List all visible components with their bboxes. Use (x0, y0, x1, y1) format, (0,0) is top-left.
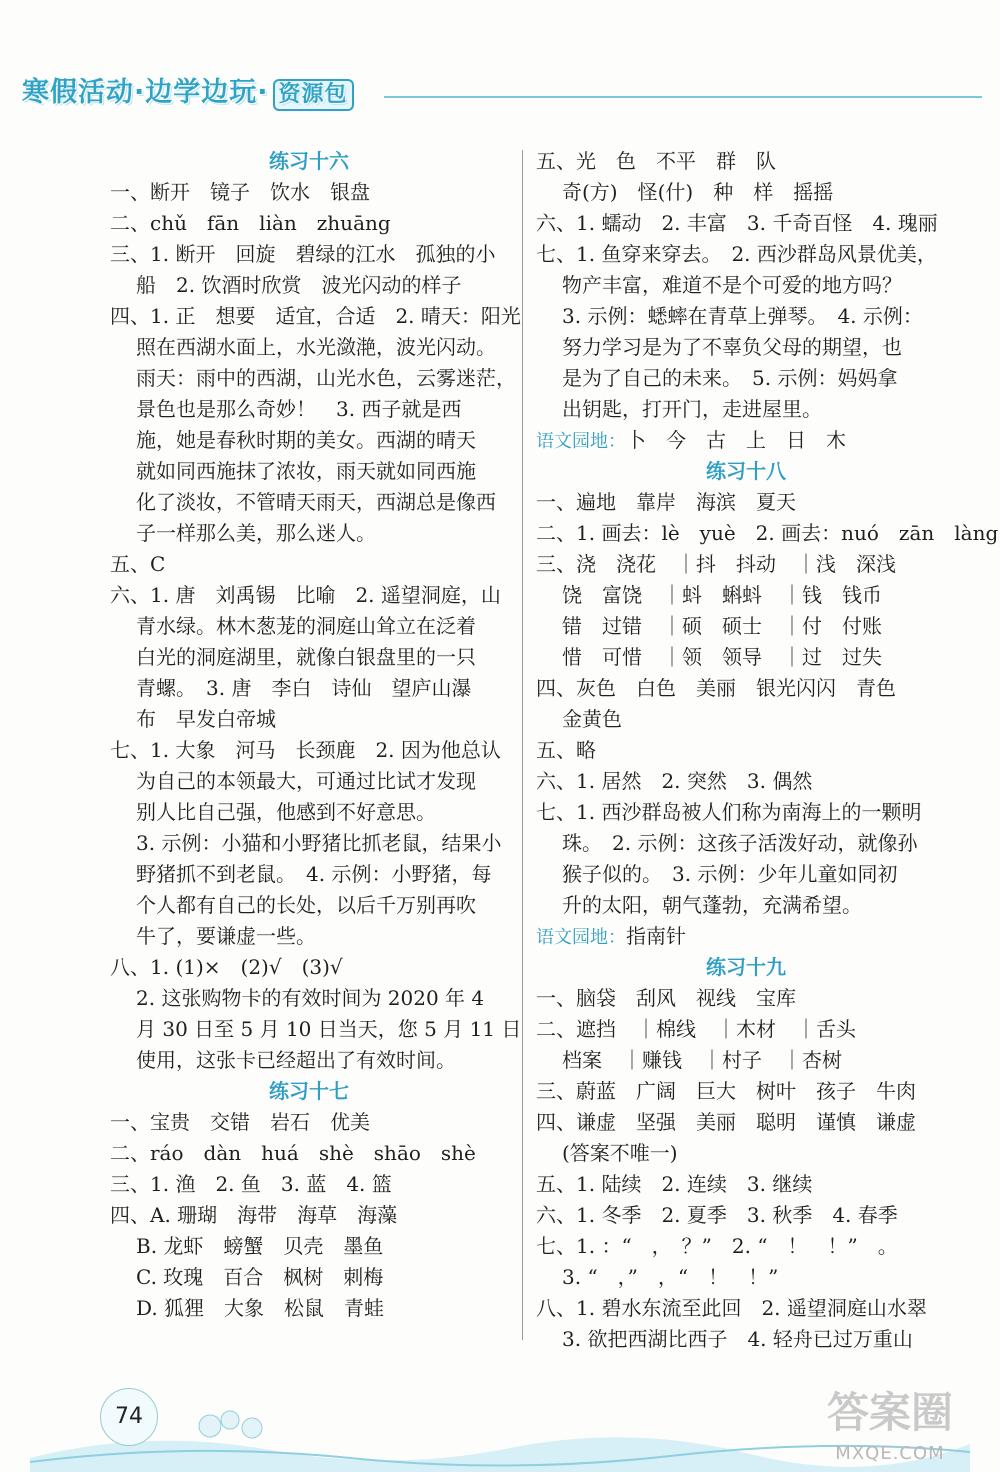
answer-line: 升的太阳，朝气蓬勃，充满希望。 (562, 893, 862, 917)
answer-line: 五、光 色 不平 群 队 (536, 149, 776, 173)
answer-line: 为自己的本领最大，可通过比试才发现 (136, 769, 476, 793)
answer-line: 金黄色 (562, 707, 622, 731)
answer-line: 就如同西施抹了浓妆，雨天就如同西施 (136, 459, 476, 483)
exercise-18-title: 练习十八 (706, 459, 786, 483)
chinese-garden-label: 语文园地： (536, 927, 626, 948)
answer-line: 猴子似的。 3. 示例：少年儿童如同初 (562, 862, 898, 886)
brand-title (22, 70, 354, 111)
answer-line: 七、1. 西沙群岛被人们称为南海上的一颗明 (536, 800, 922, 824)
brand-main: 寒假活动·边学边玩· (22, 77, 269, 108)
answer-line: 3. 示例：蟋蟀在青草上弹琴。 4. 示例： (562, 304, 923, 328)
header-rule (384, 96, 982, 98)
answer-line: 一、断开 镜子 饮水 银盘 (110, 180, 370, 204)
answer-line: 月 30 日至 5 月 10 日当天，您 5 月 11 日 (136, 1017, 522, 1041)
answer-line: D. 狐狸 大象 松鼠 青蛙 (136, 1296, 385, 1320)
answer-line: 白光的洞庭湖里，就像白银盘里的一只 (136, 645, 476, 669)
answer-line: 二、1. 画去：lè yuè 2. 画去：nuó zān làng (536, 521, 999, 545)
answer-line: 雨天：雨中的西湖，山光水色，云雾迷茫， (136, 366, 516, 390)
answer-line: 一、遍地 靠岸 海滨 夏天 (536, 490, 796, 514)
answer-line: 照在西湖水面上，水光潋滟，波光闪动。 (136, 335, 496, 359)
chinese-garden-answer: 指南针 (626, 924, 686, 948)
answer-line: 使用，这张卡已经超出了有效时间。 (136, 1048, 456, 1072)
answer-line: 奇(方) 怪(什) 种 样 摇摇 (562, 180, 834, 204)
answer-line: 化了淡妆，不管晴天雨天，西湖总是像西 (136, 490, 496, 514)
answer-line: 三、1. 渔 2. 鱼 3. 蓝 4. 篮 (110, 1172, 392, 1196)
answer-line: 五、1. 陆续 2. 连续 3. 继续 (536, 1172, 813, 1196)
chinese-garden-answer: 卜 今 古 上 日 木 (626, 428, 846, 452)
answer-line: 六、1. 冬季 2. 夏季 3. 秋季 4. 春季 (536, 1203, 898, 1227)
answer-line: 珠。 2. 示例：这孩子活泼好动，就像孙 (562, 831, 918, 855)
answer-line: 3. “ ，” ，“ ！ ！” (562, 1265, 779, 1289)
answer-line: 八、1. 碧水东流至此回 2. 遥望洞庭山水翠 (536, 1296, 927, 1320)
answer-line: 四、灰色 白色 美丽 银光闪闪 青色 (536, 676, 896, 700)
answer-line: 三、蔚蓝 广阔 巨大 树叶 孩子 牛肉 (536, 1079, 916, 1103)
answer-line: 船 2. 饮酒时欣赏 波光闪动的样子 (136, 273, 462, 297)
chinese-garden-line (536, 921, 956, 952)
answer-line: 施，她是春秋时期的美女。西湖的晴天 (136, 428, 476, 452)
right-column (536, 146, 999, 1355)
answer-line: 八、1. (1)× (2)√ (3)√ (110, 955, 343, 979)
left-column (110, 146, 522, 1324)
page-header (22, 70, 982, 110)
brand-badge: 资源包 (273, 79, 354, 111)
answer-line: 3. 示例：小猫和小野猪比抓老鼠，结果小 (136, 831, 502, 855)
answer-line: 牛了，要谦虚一些。 (136, 924, 316, 948)
exercise-19-title: 练习十九 (706, 955, 786, 979)
answer-line: 景色也是那么奇妙！ 3. 西子就是西 (136, 397, 462, 421)
watermark (800, 1380, 980, 1464)
page-number: 74 (100, 1388, 158, 1446)
answer-line: 七、1. ：“ ， ？” 2. “ ！ ！” 。 (536, 1234, 898, 1258)
answer-line: 六、1. 蠕动 2. 丰富 3. 千奇百怪 4. 瑰丽 (536, 211, 938, 235)
answer-line: 青螺。 3. 唐 李白 诗仙 望庐山瀑 (136, 676, 472, 700)
answer-line: 布 早发白帝城 (136, 707, 276, 731)
answer-line: C. 玫瑰 百合 枫树 刺梅 (136, 1265, 384, 1289)
answer-line: 惜 可惜 ｜领 领导 ｜过 过失 (562, 645, 882, 669)
answer-line: 四、谦虚 坚强 美丽 聪明 谨慎 谦虚 (536, 1110, 916, 1134)
answer-line: 野猪抓不到老鼠。 4. 示例：小野猪，每 (136, 862, 492, 886)
answer-line: 四、1. 正 想要 适宜，合适 2. 晴天：阳光 (110, 304, 521, 328)
answer-line: 三、浇 浇花 ｜抖 抖动 ｜浅 深浅 (536, 552, 896, 576)
chinese-garden-label: 语文园地： (536, 431, 626, 452)
answer-line: 一、宝贵 交错 岩石 优美 (110, 1110, 370, 1134)
column-divider (522, 150, 523, 1340)
answer-line: 是为了自己的未来。 5. 示例：妈妈拿 (562, 366, 898, 390)
answer-line: 青水绿。林木葱茏的洞庭山耸立在泛着 (136, 614, 476, 638)
watermark-site: MXQE.COM (835, 1443, 945, 1464)
answer-line: 一、脑袋 刮风 视线 宝库 (536, 986, 796, 1010)
answer-line: 四、A. 珊瑚 海带 海草 海藻 (110, 1203, 398, 1227)
answer-line: 二、chǔ fān liàn zhuāng (110, 211, 391, 235)
answer-line: 七、1. 鱼穿来穿去。 2. 西沙群岛风景优美， (536, 242, 937, 266)
page-footer (0, 1370, 1000, 1472)
answer-line: 五、C (110, 552, 166, 576)
answer-line: 别人比自己强，他感到不好意思。 (136, 800, 436, 824)
answer-line: 错 过错 ｜硕 硕士 ｜付 付账 (562, 614, 882, 638)
answer-line: 饶 富饶 ｜蚪 蝌蚪 ｜钱 钱币 (562, 583, 882, 607)
answer-line: 3. 欲把西湖比西子 4. 轻舟已过万重山 (562, 1327, 913, 1351)
answer-line: 五、略 (536, 738, 596, 762)
answer-line: (答案不唯一) (562, 1141, 678, 1165)
exercise-16-title: 练习十六 (269, 149, 349, 173)
answer-line: 档案 ｜赚钱 ｜村子 ｜杏树 (562, 1048, 842, 1072)
watermark-logo: 答案圈 (826, 1388, 953, 1437)
answer-line: 二、ráo dàn huá shè shāo shè (110, 1141, 476, 1165)
answer-line: 六、1. 居然 2. 突然 3. 偶然 (536, 769, 813, 793)
answer-line: 物产丰富，难道不是个可爱的地方吗？ (562, 273, 902, 297)
answer-line: 2. 这张购物卡的有效时间为 2020 年 4 (136, 986, 485, 1010)
exercise-17-title: 练习十七 (269, 1079, 349, 1103)
answer-line: 出钥匙，打开门，走进屋里。 (562, 397, 822, 421)
answer-line: 二、遮挡 ｜棉线 ｜木材 ｜舌头 (536, 1017, 856, 1041)
answer-line: 子一样那么美，那么迷人。 (136, 521, 376, 545)
answer-line: 七、1. 大象 河马 长颈鹿 2. 因为他总认 (110, 738, 501, 762)
answer-line: B. 龙虾 螃蟹 贝壳 墨鱼 (136, 1234, 384, 1258)
answer-line: 六、1. 唐 刘禹锡 比喻 2. 遥望洞庭，山 (110, 583, 501, 607)
answer-line: 三、1. 断开 回旋 碧绿的江水 孤独的小 (110, 242, 496, 266)
answer-line: 个人都有自己的长处，以后千万别再吹 (136, 893, 476, 917)
chinese-garden-line (536, 425, 956, 456)
answer-line: 努力学习是为了不辜负父母的期望，也 (562, 335, 902, 359)
